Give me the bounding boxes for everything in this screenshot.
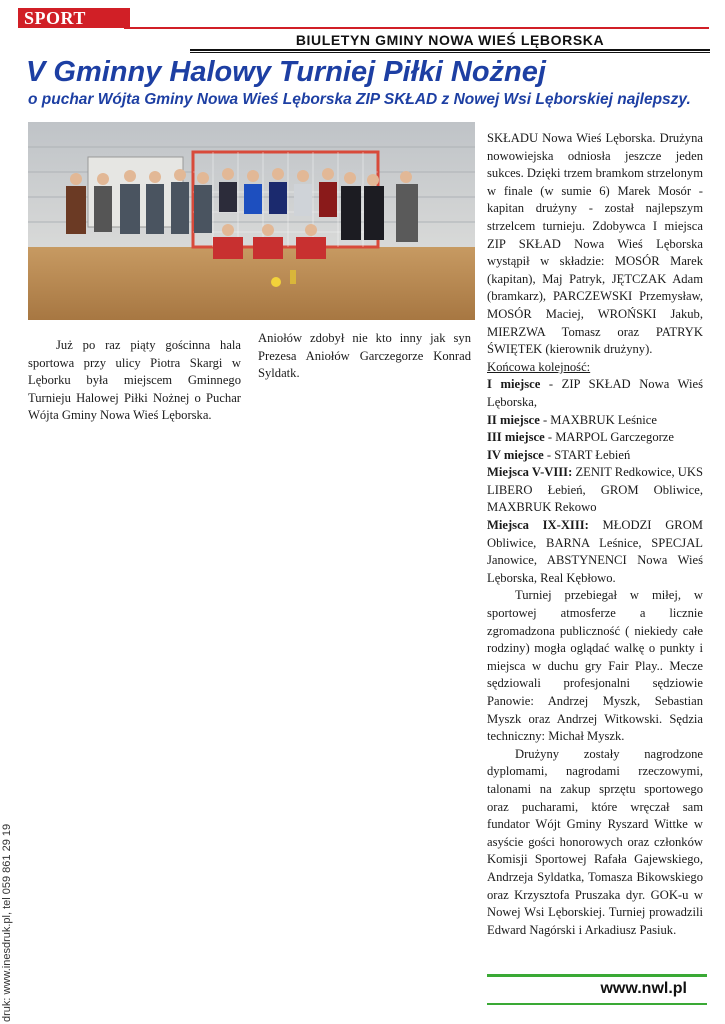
- trophy-icon: [290, 270, 296, 284]
- standings-place: Miejsca V-VIII:: [487, 465, 573, 480]
- ball-icon: [271, 277, 281, 287]
- section-tab: SPORT: [18, 8, 130, 28]
- standings-row: [487, 429, 703, 447]
- standings-place: Miejsca IX-XIII:: [487, 518, 589, 533]
- standings-teams: ZENIT Redkowice, UKS LIBERO Łebień, GROM Obliwice, MAXBRUK Rekowo: [487, 465, 703, 515]
- paragraph: Turniej przebiegał w miłej, w sportowej atmosferze a licznie zgromadzona publiczność ( niekiedy całe rodziny) mogła oglądać walkę o punkty i miejsca w duchu gry Fair Play.. Mecze sędziowali profesjonalni sędziowie Panowie: Andrzej Myszk, Sebastian Myszk oraz Andrzej Witkowski. Sędzia techniczny: Michał Myszk.: [487, 588, 703, 744]
- header-rule: [124, 27, 709, 29]
- paragraph: Aniołów zdobył nie kto inny jak syn Prezesa Aniołów Garczegorze Konrad Syldatk.: [258, 331, 471, 381]
- bulletin-rule-thin: [190, 52, 710, 53]
- standings-place: II miejsce: [487, 412, 540, 427]
- article-column-2: [258, 330, 471, 383]
- standings-row: [487, 464, 703, 517]
- bulletin-title: BIULETYN GMINY NOWA WIEŚ LĘBORSKA: [295, 32, 605, 48]
- standings-row: [487, 447, 703, 465]
- article-subtitle: o puchar Wójta Gminy Nowa Wieś Lęborska ZIP SKŁAD z Nowej Wsi Lęborskiej najlepszy.: [28, 91, 691, 108]
- standings-heading: Końcowa kolejność:: [487, 359, 591, 374]
- team-photo: [28, 122, 475, 320]
- paragraph: Drużyny zostały nagrodzone dyplomami, nagrodami rzeczowymi, talonami na zakup sprzętu sportowego oraz pucharami, które wręczał sam fundator Wójt Gminy Ryszard Wittke w asyście gości honorowych oraz członków Komisji Sportowej Rafała Gajewskiego, Andrzeja Syldatka, Tomasza Bikowskiego oraz Krzysztofa Pruszaka dyr. GOK-u w Nowej Wsi Lęborskiej. Turniej prowadzili Edward Nagórski i Arkadiusz Pasiuk.: [487, 746, 703, 937]
- bulletin-rule: [190, 49, 710, 51]
- article-title: V Gminny Halowy Turniej Piłki Nożnej: [26, 56, 546, 88]
- article-column-1: [28, 337, 241, 425]
- standings-teams: - ZIP SKŁAD Nowa Wieś Lęborska,: [487, 377, 703, 409]
- footer-rule-bottom: [487, 1003, 707, 1005]
- printer-credit: druk: www.inesdruk.pl, tel 059 861 29 19: [1, 823, 13, 1022]
- team-photo-illustration: [28, 122, 475, 320]
- standings-row: [487, 412, 703, 430]
- standings-teams: - MAXBRUK Leśnice: [539, 412, 657, 427]
- article-column-3: [487, 130, 703, 939]
- paragraph: SKŁADU Nowa Wieś Lęborska. Drużyna nowowiejska odniosła jeszcze jeden sukces. Dzięki trzem bramkom strzelonym w finale (w sumie 6) Marek Mosór - kapitan drużyny - został najlepszym strzelcem turnieju. Zdobywca I miejsca ZIP SKŁAD Nowa Wieś Lęborska wystąpił w składzie: MOSÓR Marek (kapitan), Maj Patryk, JĘTCZAK Adam (bramkarz), PARCZEWSKI Przemysław, MOSÓR Maciej, WROŃSKI Jakub, MIERZWA Tomasz oraz PATRYK ŚWIĘTEK (kierownik drużyny).: [487, 131, 703, 357]
- website-link[interactable]: www.nwl.pl: [600, 980, 687, 997]
- standings-row: [487, 376, 703, 411]
- footer-rule: [487, 974, 707, 977]
- paragraph: Już po raz piąty gościnna hala sportowa przy ulicy Piotra Skargi w Lęborku była miejscem Gminnego Turnieju Halowej Piłki Nożnej o Puchar Wójta Gminy Nowa Wieś Lęborska.: [28, 338, 241, 423]
- standings-row: [487, 517, 703, 587]
- standings-teams: MŁODZI GROM Obliwice, BARNA Leśnice, SPECJAL Janowice, ABSTYNENCI Nowa Wieś Lęborska, Real Kębłowo.: [487, 518, 703, 585]
- standings-place: IV miejsce: [487, 447, 544, 462]
- standings-teams: - START Łebień: [543, 447, 631, 462]
- standings-place: I miejsce: [487, 377, 541, 392]
- standings-place: III miejsce: [487, 430, 545, 445]
- standings-teams: - MARPOL Garczegorze: [544, 430, 674, 445]
